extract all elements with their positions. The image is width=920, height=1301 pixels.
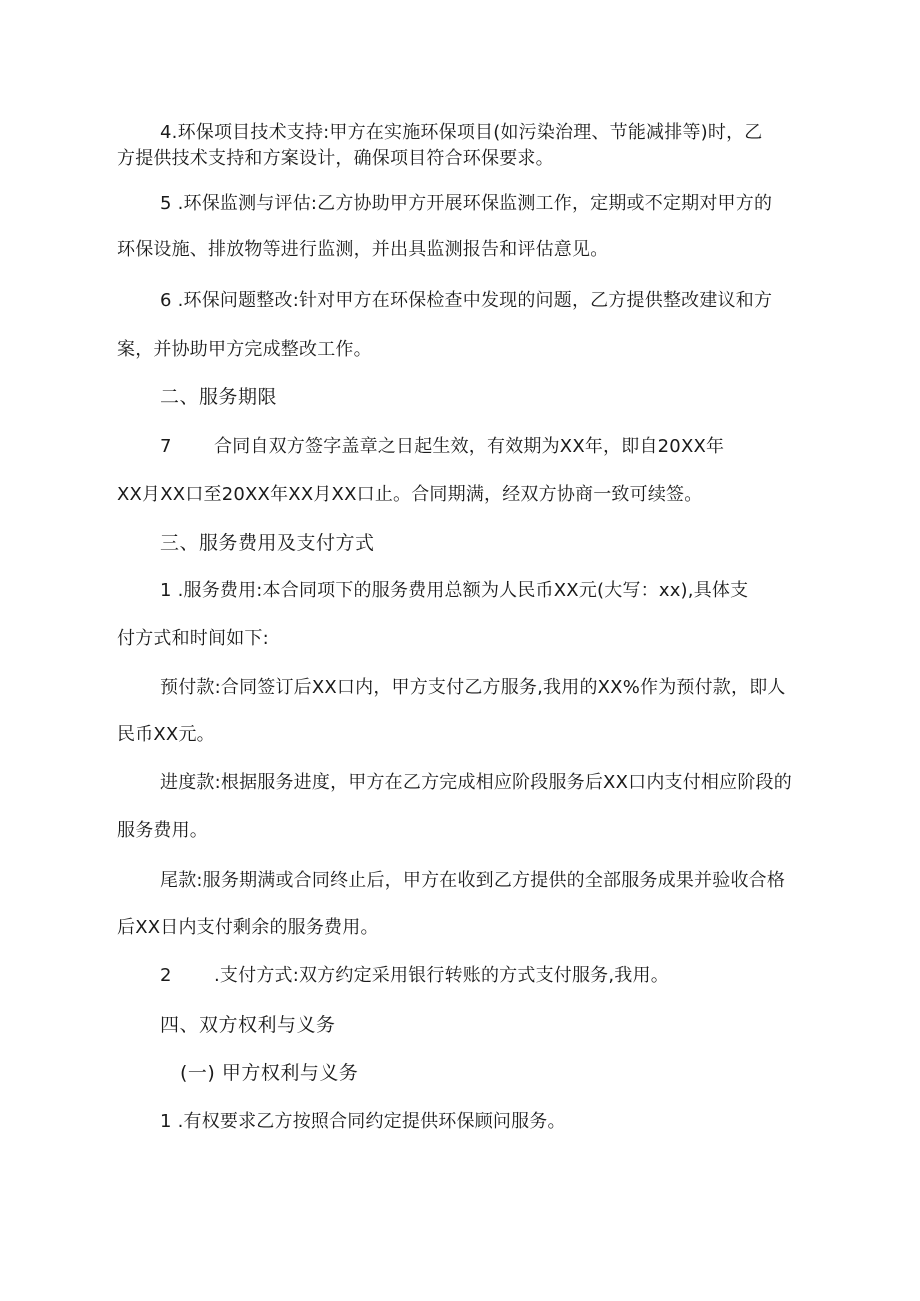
fee-line-2: 付方式和时间如下:	[117, 628, 269, 649]
prepay-line-1: 预付款:合同签订后XX口内，甲方支付乙方服务,我用的XX%作为预付款，即人	[160, 677, 786, 698]
prepay-line-2: 民币XX元。	[117, 724, 215, 745]
item-6-line-1: 6 .环保问题整改:针对甲方在环保检查中发现的问题，乙方提供整改建议和方	[160, 290, 773, 311]
section-3-heading: 三、服务费用及支付方式	[160, 532, 375, 554]
item-4-line-1: 4.环保项目技术支持:甲方在实施环保项目(如污染治理、节能减排等)时，乙	[160, 122, 763, 143]
progress-line-2: 服务费用。	[117, 820, 208, 841]
section-4-heading: 四、双方权利与义务	[160, 1014, 336, 1036]
section-2-heading: 二、服务期限	[160, 386, 278, 408]
item-6-line-2: 案，并协助甲方完成整改工作。	[117, 339, 372, 360]
clause-7-line-2: XX月XX口至20XX年XX月XX口止。合同期满，经双方协商一致可续签。	[117, 484, 703, 505]
item-4-line-2: 方提供技术支持和方案设计，确保项目符合环保要求。	[117, 148, 554, 169]
payment-method-text: .支付方式:双方约定采用银行转账的方式支付服务,我用。	[214, 965, 669, 986]
fee-line-1: 1 .服务费用:本合同项下的服务费用总额为人民币XX元(大写：xx),具体支	[160, 580, 749, 601]
clause-7-line-1: 合同自双方签字盖章之日起生效，有效期为XX年，即自20XX年	[214, 436, 725, 457]
item-5-line-1: 5 .环保监测与评估:乙方协助甲方开展环保监测工作，定期或不定期对甲方的	[160, 193, 773, 214]
section-4-subheading: (一) 甲方权利与义务	[180, 1062, 359, 1084]
progress-line-1: 进度款:根据服务进度，甲方在乙方完成相应阶段服务后XX口内支付相应阶段的	[160, 772, 792, 793]
party-a-item-1: 1 .有权要求乙方按照合同约定提供环保顾问服务。	[160, 1111, 566, 1132]
item-5-line-2: 环保设施、排放物等进行监测，并出具监测报告和评估意见。	[117, 239, 609, 260]
payment-method-number: 2	[160, 965, 172, 986]
clause-7-number: 7	[160, 436, 172, 457]
final-payment-line-2: 后XX日内支付剩余的服务费用。	[117, 917, 379, 938]
final-payment-line-1: 尾款:服务期满或合同终止后，甲方在收到乙方提供的全部服务成果并验收合格	[160, 870, 786, 891]
